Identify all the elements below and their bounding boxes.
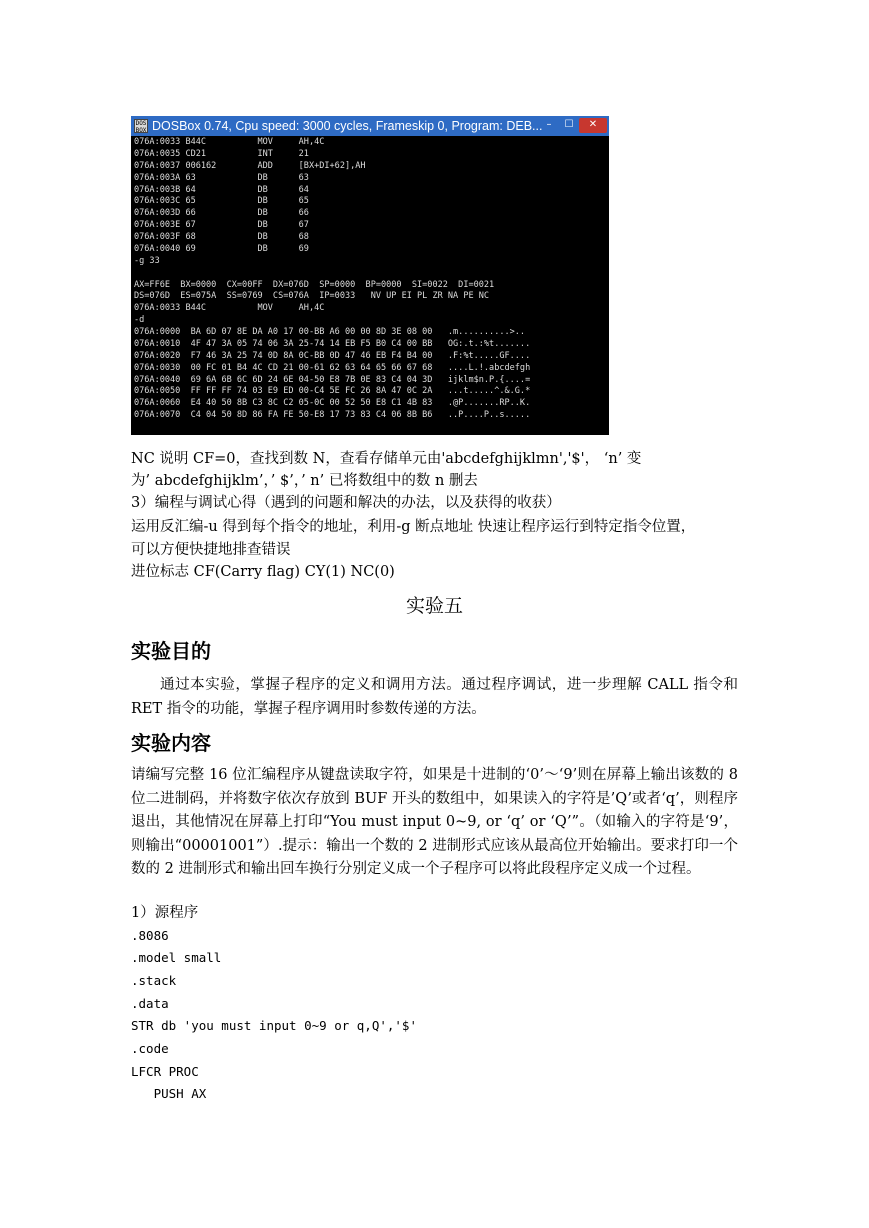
code-line: .code [131,1041,169,1056]
console-line: 076A:0040 69 6A 6B 6C 6D 24 6E 04-50 E8 7B 0E 83 C4 04 3D ijklm$n.P.{....= [134,374,531,385]
console-line: 076A:003B 64 DB 64 [134,184,309,195]
console-line: DS=076D ES=075A SS=0769 CS=076A IP=0033 NV UP EI PL ZR NA PE NC [134,291,490,302]
maximize-button[interactable]: ☐ [564,119,574,130]
console-line: 076A:0070 C4 04 50 8D 86 FA FE 50-E8 17 73 83 C4 06 8B B6 ..P....P..s..... [134,410,531,421]
console-line: 076A:003C 65 DB 65 [134,196,309,207]
dosbox-title-bar[interactable] [131,116,609,136]
console-line: -g 33 [134,255,160,266]
code-line: .data [131,996,169,1011]
console-line: 076A:003D 66 DB 66 [134,208,309,219]
purpose-paragraph: 通过本实验，掌握子程序的定义和调用方法。通过程序调试，进一步理解 CALL 指令和 RET 指令的功能，掌握子程序调用时参数传递的方法。 [131,677,738,717]
console-line: 076A:0020 F7 46 3A 25 74 0D 8A 0C-BB 0D 47 46 EB F4 B4 00 .F:%t.....GF.... [134,350,531,361]
code-line: .8086 [131,928,169,943]
console-line: 076A:0035 CD21 INT 21 [134,148,309,159]
content-heading: 实验内容 [131,731,211,755]
console-line: 076A:003F 68 DB 68 [134,232,309,242]
purpose-heading: 实验目的 [131,639,211,663]
console-line: 076A:003E 67 DB 67 [134,220,309,231]
console-line [134,268,606,280]
source-label: 1）源程序 [131,905,199,921]
console-line: 076A:0033 B44C MOV AH,4C [134,303,325,314]
dos-console-output [134,137,606,433]
code-line: PUSH AX [131,1086,207,1101]
console-line: 076A:0030 00 FC 01 B4 4C CD 21 00-61 62 63 64 65 66 67 68 ....L.!.abcdefgh [134,362,531,373]
experiment-title: 实验五 [405,595,463,617]
dosbox-app-icon: DOS BOX [135,120,147,134]
console-line: 076A:0040 69 DB 69 [134,243,309,254]
console-line: 076A:0000 BA 6D 07 8E DA A0 17 00-BB A6 00 00 8D 3E 08 00 .m..........>.. [134,327,526,337]
code-line: STR db 'you must input 0~9 or q,Q','$' [131,1018,417,1033]
console-line: 076A:003A 63 DB 63 [134,172,309,183]
dosbox-window [131,116,609,435]
close-button[interactable]: ✕ [579,118,607,133]
console-line: -d [134,315,145,326]
dosbox-title: DOSBox 0.74, Cpu speed: 3000 cycles, Frameskip 0, Program: DEB... [152,119,543,133]
console-line: 076A:0050 FF FF FF 74 03 E9 ED 00-C4 5E FC 26 8A 47 0C 2A ...t.....^.&.G.* [134,386,531,397]
minimize-button[interactable]: – [546,119,552,130]
content-paragraph: 请编写完整 16 位汇编程序从键盘读取字符，如果是十进制的‘0’～‘9’则在屏幕上输出该数的 8 位二进制码，并将数字依次存放到 BUF 开头的数组中，如果读入的字符是’Q’或者‘q’，则程序退出，其他情况在屏幕上打印“You must input 0~9, or ‘q’ or ‘Q’”。（如输入的字符是‘9’，则输出“00001001”）.提示：输出一个数的 2 进制形式应该从最高位开始输出。要求打印一个数的 2 进制形式和输出回车换行分别定义成一个子程序可以将此段程序定义成一个过程。 [131,767,738,878]
console-line: 076A:0010 4F 47 3A 05 74 06 3A 25-74 14 EB F5 B0 C4 00 BB OG:.t.:%t....... [134,338,531,349]
console-line: 076A:0033 B44C MOV AH,4C [134,137,325,147]
result-line-2: 为’ abcdefghijklm’，’ $’，’ n’ 已将数组中的数 n 删去 [131,473,478,489]
code-line: .stack [131,973,177,988]
console-line: AX=FF6E BX=0000 CX=00FF DX=076D SP=0000 BP=0000 SI=0022 DI=0021 [134,279,495,290]
code-line: .model small [131,950,222,965]
notes-line-3: 进位标志 CF(Carry flag) CY(1) NC(0) [131,564,395,580]
notes-line-2: 可以方便快捷地排查错误 [131,542,291,558]
console-line: 076A:0060 E4 40 50 8B C3 8C C2 05-0C 00 52 50 E8 C1 4B 83 .@P.......RP..K. [134,398,531,409]
code-line: LFCR PROC [131,1064,199,1079]
result-line-1: NC 说明 CF=0，查找到数 N，查看存储单元由'abcdefghijklmn','$'， ‘n’ 变 [131,451,642,467]
section-3-heading: 3）编程与调试心得（遇到的问题和解决的办法，以及获得的收获） [131,495,561,511]
notes-line-1: 运用反汇编-u 得到每个指令的地址，利用-g 断点地址 快速让程序运行到特定指令位置， [131,519,696,535]
console-line: 076A:0037 006162 ADD [BX+DI+62],AH [134,160,366,171]
